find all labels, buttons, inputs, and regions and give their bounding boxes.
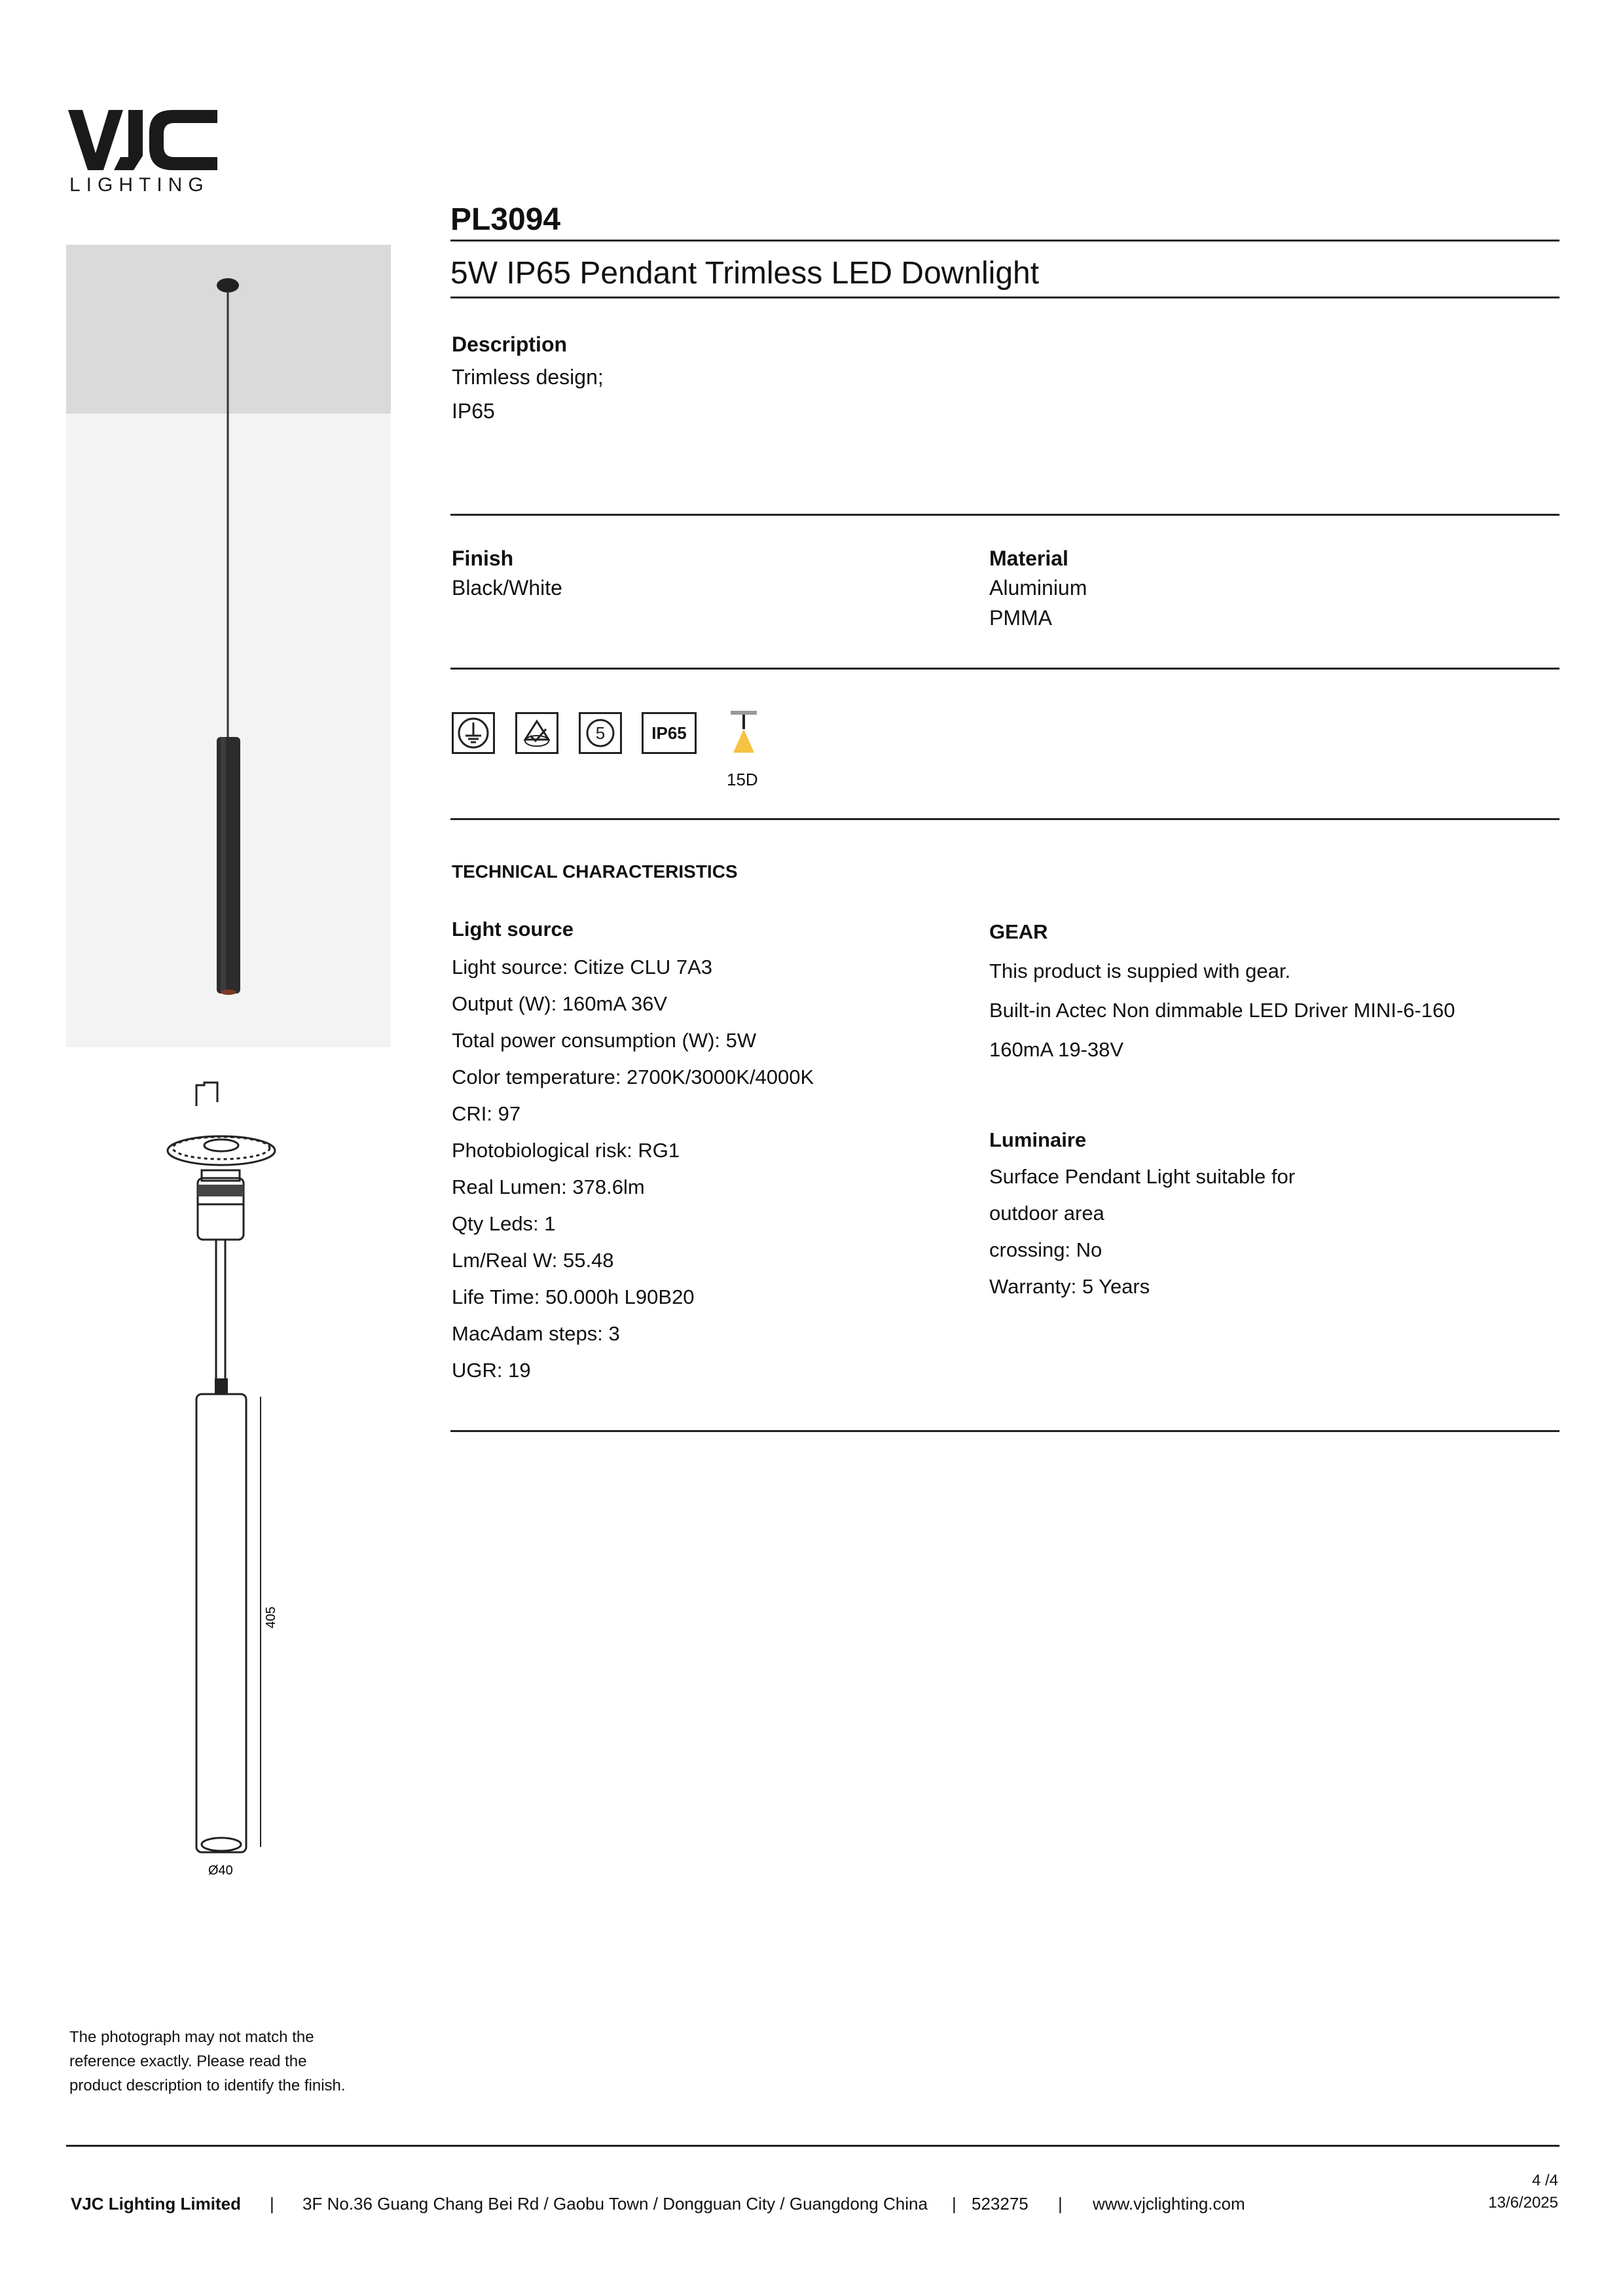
light-source-label: Light source xyxy=(452,918,574,941)
divider xyxy=(450,668,1559,670)
luminaire-row: outdoor area xyxy=(989,1202,1104,1225)
luminaire-row: Surface Pendant Light suitable for xyxy=(989,1165,1296,1188)
disclaimer-line: The photograph may not match the xyxy=(69,2028,314,2046)
divider xyxy=(450,514,1559,516)
divider xyxy=(450,818,1559,820)
warranty-number: 5 xyxy=(595,723,606,743)
footer-company: VJC Lighting Limited xyxy=(71,2194,241,2214)
product-code: PL3094 xyxy=(450,202,561,237)
spec-row: Photobiological risk: RG1 xyxy=(452,1139,680,1162)
divider xyxy=(450,296,1559,298)
disclaimer-line: product description to identify the finish. xyxy=(69,2077,346,2094)
spec-row: Light source: Citize CLU 7A3 xyxy=(452,956,713,978)
divider xyxy=(450,1430,1559,1432)
spec-row: CRI: 97 xyxy=(452,1102,521,1125)
footer-address: 3F No.36 Guang Chang Bei Rd / Gaobu Town / Dongguan City / Guangdong China xyxy=(302,2194,928,2214)
footer-postcode: 523275 xyxy=(972,2194,1029,2214)
material-line: Aluminium xyxy=(989,576,1087,600)
logo-subtitle: LIGHTING xyxy=(69,174,210,196)
footer-date: 13/6/2025 xyxy=(1488,2194,1558,2212)
luminaire-list xyxy=(989,1158,1295,1305)
technical-drawing xyxy=(144,1080,314,1885)
vjc-logo-mark xyxy=(68,110,217,170)
pendant-photo-illustration xyxy=(66,245,391,1047)
spec-row: Lm/Real W: 55.48 xyxy=(452,1249,614,1272)
spec-row: Life Time: 50.000h L90B20 xyxy=(452,1285,695,1308)
disclaimer-line: reference exactly. Please read the xyxy=(69,2053,307,2070)
warranty-5-icon xyxy=(579,712,622,754)
footer-website[interactable]: www.vjclighting.com xyxy=(1093,2194,1245,2214)
ip65-badge xyxy=(642,712,697,754)
gear-row: Built-in Actec Non dimmable LED Driver MINI-6-160 xyxy=(989,999,1455,1022)
product-title: 5W IP65 Pendant Trimless LED Downlight xyxy=(450,256,1040,291)
description-label: Description xyxy=(452,332,568,356)
beam-angle-label: 15D xyxy=(727,770,758,789)
spec-row: Color temperature: 2700K/3000K/4000K xyxy=(452,1066,814,1088)
spec-row: MacAdam steps: 3 xyxy=(452,1322,620,1345)
description-line: Trimless design; xyxy=(452,365,604,389)
luminaire-label: Luminaire xyxy=(989,1128,1087,1151)
spec-row: Total power consumption (W): 5W xyxy=(452,1029,757,1052)
footer-separator: | xyxy=(270,2194,274,2214)
spec-row: Output (W): 160mA 36V xyxy=(452,992,668,1015)
gear-row: This product is suppied with gear. xyxy=(989,960,1291,982)
dimension-height: 405 xyxy=(264,1606,278,1628)
gear-label: GEAR xyxy=(989,920,1048,943)
divider xyxy=(450,240,1559,242)
description-line: IP65 xyxy=(452,399,495,423)
rcm-tick-icon xyxy=(515,712,558,754)
material-label: Material xyxy=(989,547,1068,570)
spec-row: UGR: 19 xyxy=(452,1359,531,1382)
finish-value: Black/White xyxy=(452,576,562,600)
gear-row: 160mA 19-38V xyxy=(989,1038,1124,1061)
earth-class-icon xyxy=(452,712,495,754)
beam-angle-icon xyxy=(728,709,759,757)
footer-divider xyxy=(66,2145,1559,2147)
technical-heading: TECHNICAL CHARACTERISTICS xyxy=(452,861,738,882)
product-photo xyxy=(66,245,391,1047)
luminaire-row: crossing: No xyxy=(989,1238,1103,1261)
spec-row: Real Lumen: 378.6lm xyxy=(452,1175,645,1198)
footer-separator: | xyxy=(1058,2194,1063,2214)
light-source-list xyxy=(452,949,814,1389)
material-line: PMMA xyxy=(989,606,1052,630)
footer-separator: | xyxy=(952,2194,957,2214)
ip65-text: IP65 xyxy=(651,723,687,743)
gear-list xyxy=(989,952,1455,1069)
photo-disclaimer xyxy=(69,2025,410,2098)
footer-page: 4 /4 xyxy=(1531,2172,1558,2189)
finish-label: Finish xyxy=(452,547,514,570)
luminaire-row: Warranty: 5 Years xyxy=(989,1275,1150,1298)
spec-row: Qty Leds: 1 xyxy=(452,1212,556,1235)
dimension-diameter: Ø40 xyxy=(208,1863,233,1878)
